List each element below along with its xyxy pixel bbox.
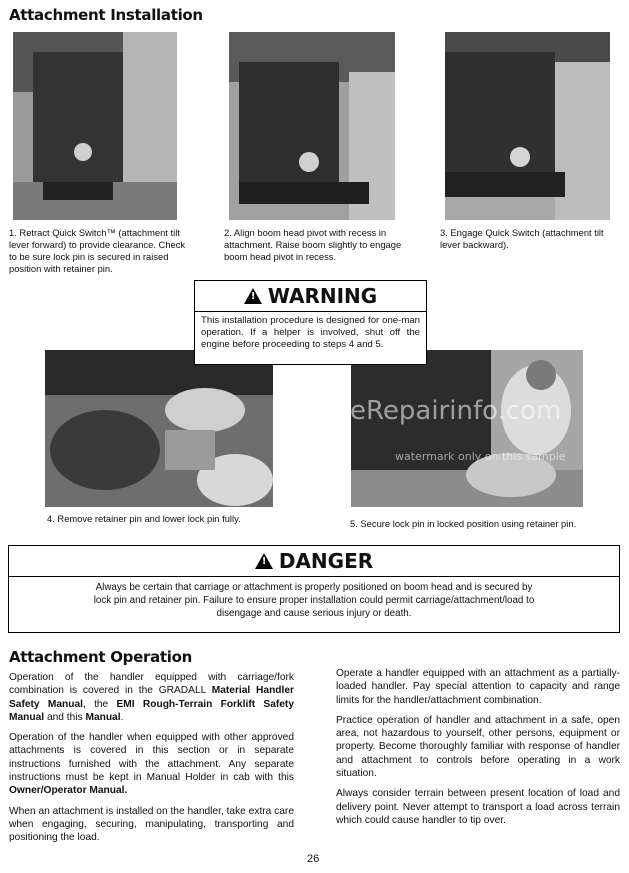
operation-left-column <box>9 671 294 852</box>
right-paragraph-2: Practice operation of handler and attachment in a safe, open area, not hazardous to yourself, other persons, equipment or property. Become thoroughly familiar with response of handler and attachment to controls before operating in a work situation. <box>336 714 620 780</box>
danger-heading <box>9 549 619 573</box>
warning-title: WARNING <box>267 284 378 308</box>
right-paragraph-3: Always consider terrain between present location of load and delivery point. Never attempt to transport a load across terrain which could cause handler to tip over. <box>336 788 620 826</box>
operation-right-column <box>336 667 620 834</box>
photo-step-3 <box>445 32 610 220</box>
warning-box <box>194 280 427 365</box>
caption-step-5: 5. Secure lock pin in locked position using retainer pin. <box>350 518 577 529</box>
caption-step-4: 4. Remove retainer pin and lower lock pin fully. <box>47 513 241 524</box>
page-number: 26 <box>307 853 320 865</box>
danger-icon <box>255 553 273 569</box>
photo-step-5 <box>351 350 583 507</box>
watermark-note: watermark only on this sample <box>395 450 566 463</box>
section-title-operation: Attachment Operation <box>9 648 192 666</box>
left-paragraph-3: When an attachment is installed on the handler, take extra care when engaging, securing, manipulating, transporting and positioning the load. <box>9 805 294 844</box>
right-paragraph-1: Operate a handler equipped with an attachment as a partially-loaded handler. Pay special attention to capacity and range limits for the handler/attachment combination. <box>336 668 620 706</box>
warning-icon <box>244 288 262 304</box>
danger-box <box>8 545 620 633</box>
section-title-installation: Attachment Installation <box>9 6 203 24</box>
danger-title: DANGER <box>278 549 374 573</box>
watermark-site: eRepairinfo.com <box>350 396 562 426</box>
photo-step-1 <box>13 32 177 220</box>
photo-step-4 <box>45 350 273 507</box>
warning-text: This installation procedure is designed for one-man operation. If a helper is involved, shut off the engine before proceeding to steps 4 and 5. <box>201 315 420 350</box>
photo-step-2 <box>229 32 395 220</box>
caption-step-3: 3. Engage Quick Switch (attachment tilt lever backward). <box>440 227 604 250</box>
left-paragraph-1: Operation of the handler equipped with carriage/fork combination is covered in the GRADALL Material Handler Safety Manual, the EMI Rough-Terrain Forklift Safety Manual and this Manual. <box>9 672 294 723</box>
left-paragraph-2: Operation of the handler when equipped with other approved attachments is covered in this section or in separate instructions furnished with the attachment. Any separate instructions must be kept in Manual Holder in cab with this Owner/Operator Manual. <box>9 732 294 797</box>
danger-text: Always be certain that carriage or attachment is properly positioned on boom head and is secured by lock pin and retainer pin. Failure to ensure proper installation could permit carriage/attachment/load to disengage and cause serious injury or death. <box>93 582 535 619</box>
caption-step-2: 2. Align boom head pivot with recess in attachment. Raise boom slightly to engage boom head pivot in recess. <box>224 227 402 262</box>
caption-step-1: 1. Retract Quick Switch™ (attachment tilt lever forward) to provide clearance. Check to be sure lock pin is secured in raised position with retainer pin. <box>9 227 186 274</box>
warning-heading <box>195 284 426 308</box>
